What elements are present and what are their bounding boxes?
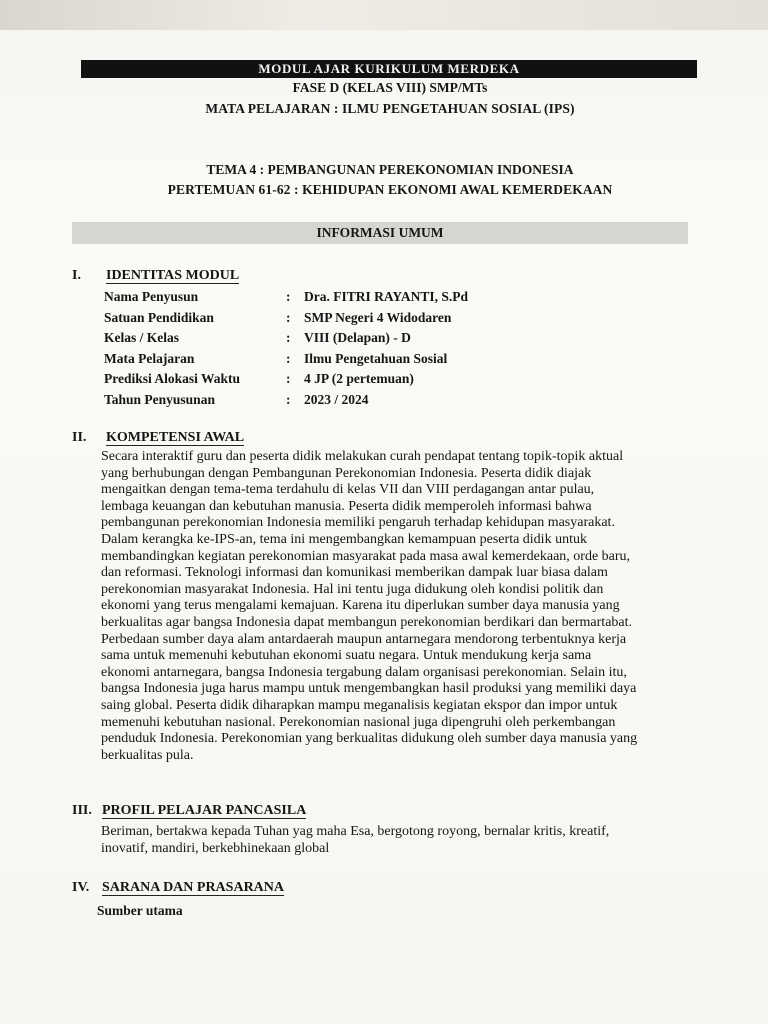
paragraph-line: Dalam kerangka ke-IPS-an, tema ini mengembangkan kemampuan peserta didik untuk (101, 531, 587, 547)
identitas-colon: : (286, 371, 291, 386)
section-sarana-prasarana-heading (72, 880, 284, 896)
identitas-row (104, 392, 468, 413)
identitas-colon: : (286, 289, 291, 304)
section-title: SARANA DAN PRASARANA (102, 880, 285, 895)
paragraph-line: lembaga keuangan dan kebutuhan manusia. Peserta didik memperoleh informasi bahwa (101, 498, 592, 514)
section-profil-pelajar-heading (72, 803, 306, 819)
identitas-label: Mata Pelajaran (104, 350, 195, 366)
identitas-row (104, 289, 468, 310)
identitas-colon: : (286, 391, 291, 407)
paragraph-line: ekonomi antarnegara, bangsa Indonesia tergabung dalam organisasi perekonomian. Selain itu, (101, 664, 627, 680)
section-number: I. (72, 268, 81, 283)
identitas-value: VIII (Delapan) - D (304, 330, 411, 345)
paragraph-line: ekonomi yang terus mengalami kemajuan. Karena itu diperlukan sumber daya manusia yang (101, 598, 620, 614)
section-title: PROFIL PELAJAR PANCASILA (102, 803, 307, 818)
paragraph-line: Perbedaan sumber daya alam antardaerah maupun antarnegara mendorong terbentuknya kerja (101, 631, 627, 647)
paragraph-line: yang berhubungan dengan Pembangunan Perekonomian Indonesia. Peserta didik diajak (101, 465, 592, 481)
phase-line: FASE D (KELAS VIII) SMP/MTs (292, 80, 488, 95)
identitas-label: Kelas / Kelas (104, 330, 179, 345)
identitas-table (104, 289, 468, 412)
subject-line: MATA PELAJARAN : ILMU PENGETAHUAN SOSIAL (IPS) (205, 101, 575, 116)
paragraph-line: Secara interaktif guru dan peserta didik melakukan curah pendapat tentang topik-topik aktual (101, 449, 624, 464)
identitas-colon: : (286, 309, 291, 325)
meeting-line: PERTEMUAN 61-62 : KEHIDUPAN EKONOMI AWAL KEMERDEKAAN (167, 182, 613, 197)
paragraph-line: sama untuk memenuhi kebutuhan ekonomi suatu negara. Untuk mendukung kerja sama (101, 648, 592, 664)
identitas-label: Nama Penyusun (104, 289, 199, 304)
paragraph-line: inovatif, mandiri, berkebhinekaan global (101, 841, 330, 856)
paragraph-line: berkualitas pula. (101, 747, 194, 763)
paragraph-line: saing global. Peserta didik diharapkan mampu meganalisis kegiatan ekspor dan impor untuk (101, 697, 618, 713)
section-number: IV. (72, 880, 90, 895)
identitas-value: 2023 / 2024 (304, 391, 369, 407)
paragraph-line: dan reformasi. Teknologi informasi dan komunikasi memberikan dampak luar biasa dalam (101, 565, 608, 581)
identitas-colon: : (286, 330, 291, 345)
paragraph-line: pembangunan perekonomian Indonesia memiliki pengaruh terhadap kehidupan masyarakat. (101, 515, 615, 531)
section-number: III. (72, 803, 92, 818)
identitas-row (104, 310, 468, 331)
paragraph-line: memenuhi kebutuhan nasional. Perekonomian nasional juga dipengruhi oleh perkembangan (101, 714, 616, 730)
profil-pelajar-paragraph (101, 823, 711, 857)
identitas-row (104, 330, 468, 351)
kompetensi-awal-paragraph (101, 449, 711, 764)
paragraph-line: bangsa Indonesia juga harus mampu untuk mengembangkan hasil produksi yang memiliki daya (101, 681, 637, 697)
paragraph-line: membandingkan kegiatan perekonomian masyarakat pada masa awal kemerdekaan, orde baru, (101, 548, 631, 564)
identitas-colon: : (286, 350, 291, 366)
module-title-bar: MODUL AJAR KURIKULUM MERDEKA (81, 60, 697, 78)
identitas-value: Dra. FITRI RAYANTI, S.Pd (304, 289, 469, 304)
identitas-value: 4 JP (2 pertemuan) (304, 371, 414, 386)
identitas-value: SMP Negeri 4 Widodaren (304, 309, 452, 325)
section-title: KOMPETENSI AWAL (106, 430, 245, 445)
paragraph-line: Beriman, bertakwa kepada Tuhan yag maha Esa, bergotong royong, bernalar kritis, kreatif, (101, 824, 610, 839)
identitas-row (104, 351, 468, 372)
paragraph-line: berkualitas agar bangsa Indonesia dapat membangun perekonomian berdikari dan bermartabat. (101, 614, 633, 630)
sumber-utama-label: Sumber utama (97, 903, 183, 918)
section-number: II. (72, 430, 87, 445)
identitas-value: Ilmu Pengetahuan Sosial (304, 350, 448, 366)
identitas-row (104, 371, 468, 392)
section-title: IDENTITAS MODUL (106, 268, 240, 283)
paragraph-line: mengaitkan dengan tema-tema terdahulu di kelas VII dan VIII perdagangan antar pulau, (101, 482, 595, 498)
page-top-edge (0, 0, 768, 30)
section-kompetensi-awal-heading (72, 430, 244, 446)
paragraph-line: penduduk Indonesia. Perekonomian yang berkualitas didukung oleh sumber daya manusia yang (101, 731, 638, 747)
section-identitas-modul-heading (72, 268, 239, 284)
identitas-label: Prediksi Alokasi Waktu (104, 371, 241, 386)
theme-line: TEMA 4 : PEMBANGUNAN PEREKONOMIAN INDONESIA (206, 162, 574, 177)
informasi-umum-bar: INFORMASI UMUM (72, 222, 688, 244)
identitas-label: Satuan Pendidikan (104, 309, 214, 325)
paragraph-line: perekonomian masyarakat Indonesia. Hal ini tentu juga didukung oleh kondisi politik dan (101, 581, 604, 597)
identitas-label: Tahun Penyusunan (104, 391, 215, 407)
